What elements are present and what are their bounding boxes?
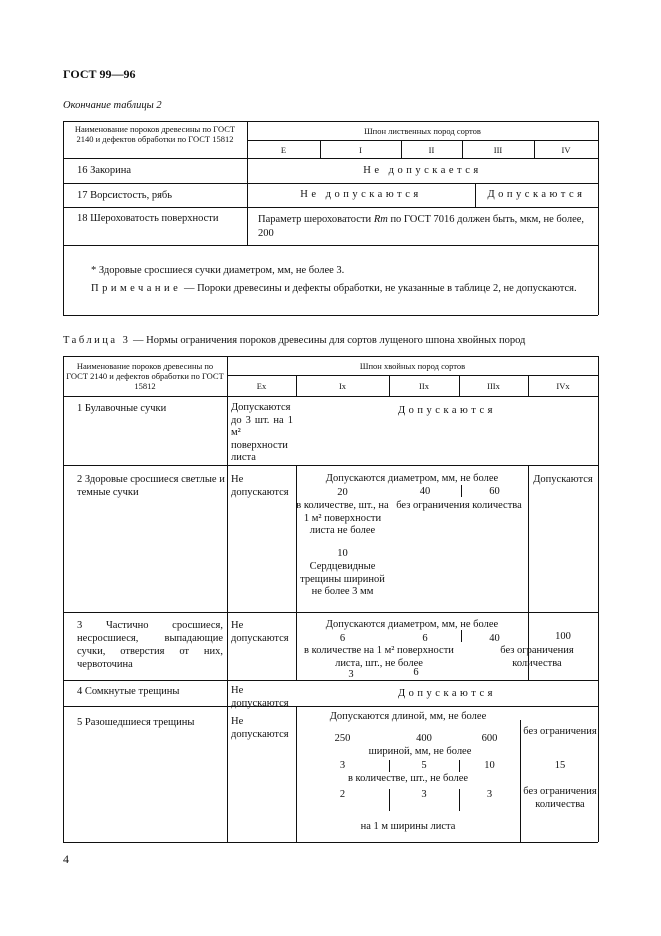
table3-row5-ex: Не допускаются bbox=[231, 716, 289, 740]
page-number: 4 bbox=[63, 852, 69, 866]
table3-row5-qty-ivx: без ограничения количества bbox=[523, 786, 597, 810]
table3-row5-length-ix: 250 bbox=[334, 733, 351, 744]
table3-row5-length-ivx: без ограничения bbox=[523, 726, 597, 737]
table2-row16-value: Не допускается bbox=[363, 165, 482, 176]
table3-row1-rest: Допускаются bbox=[398, 405, 496, 416]
table3-row3-ix-qty: 3 bbox=[348, 669, 354, 680]
table3-row3-span-head: Допускаются диаметром, мм, не более bbox=[325, 619, 499, 630]
table3-grade-ix: Ix bbox=[338, 381, 347, 391]
table3-row1-name: 1 Булавочные сучки bbox=[77, 403, 167, 414]
table3-row5-qty-ix: 2 bbox=[339, 789, 346, 800]
table3-row2-ex: Не допускаются bbox=[231, 474, 289, 498]
table3-row1-ex: Допускаются до 3 шт. на 1 м² поверхности листа bbox=[231, 402, 293, 463]
table2-row17-value-right: Допускаются bbox=[487, 189, 586, 200]
table3-row3-iix-value: 6 bbox=[422, 633, 428, 644]
table3-header-defect-name: Наименование пороков древесины по ГОСТ 2140 и дефектов обработки по ГОСТ 15812 bbox=[66, 361, 224, 391]
table3-row5-width-ix: 3 bbox=[339, 760, 346, 771]
table2-row18-name: 18 Шероховатость поверхности bbox=[77, 213, 219, 224]
table3-row3-ix-value: 6 bbox=[339, 633, 346, 644]
table3-row5-per-width: на 1 м ширины листа bbox=[360, 821, 456, 832]
table3-row5-qty-iiix: 3 bbox=[486, 789, 493, 800]
table2-row17-value-left: Не допускаются bbox=[300, 189, 422, 200]
table3-row3-name: 3 Частично сросшиеся, несросшиеся, выпадающие сучки, отверстия от них, червоточина bbox=[77, 620, 223, 670]
table3-row2-iiix-value: 60 bbox=[489, 486, 500, 497]
table2-header-defect-name: Наименование пороков древесины по ГОСТ 2140 и дефектов обработки по ГОСТ 15812 bbox=[74, 124, 236, 144]
table2-note: Примечание — Пороки древесины и дефекты обработки, не указанные в таблице 2, не допускаются. bbox=[91, 283, 577, 294]
table3-row2-iix-value: 40 bbox=[419, 486, 431, 497]
table3-row3-iiix-value: 40 bbox=[489, 633, 500, 644]
table3-row5-width-head: шириной, мм, не более bbox=[368, 746, 472, 757]
table3-row5-qty-iix: 3 bbox=[421, 789, 427, 800]
table3-row4-rest: Допускаются bbox=[398, 688, 496, 699]
table3-grade-iiix: IIIx bbox=[487, 381, 500, 391]
table3-header-group: Шпон хвойных пород сортов bbox=[359, 361, 466, 371]
table3-row2-ix-text2: Сердцевидные трещины шириной не более 3 мм bbox=[300, 561, 385, 597]
table3-row5-width-ivx: 15 bbox=[554, 760, 566, 771]
table3-row3-qty-text: в количестве на 1 м² поверхности листа, шт., не более bbox=[304, 645, 454, 669]
table2-row17-name: 17 Ворсистость, рябь bbox=[77, 190, 173, 201]
table-continuation-label: Окончание таблицы 2 bbox=[63, 100, 162, 111]
table3-row3-ex: Не допускаются bbox=[231, 620, 289, 644]
table2-row18-value: Параметр шероховатости Rm по ГОСТ 7016 должен быть, мкм, не более, 200 bbox=[258, 214, 585, 239]
table3-row3-no-limit: без ограничения количества bbox=[500, 645, 574, 669]
table3-row2-ix-value: 20 bbox=[337, 487, 348, 498]
table3-row2-ivx: Допускаются bbox=[533, 474, 593, 485]
table2-grade-ii: II bbox=[428, 145, 435, 155]
table2-grade-iii: III bbox=[493, 145, 503, 155]
table3-row2-name: 2 Здоровые сросшиеся светлые и темные сучки bbox=[77, 474, 225, 498]
table3-grade-ivx: IVx bbox=[556, 381, 570, 391]
table3-row3-iix-qty: 6 bbox=[413, 667, 419, 678]
table3-grade-iix: IIx bbox=[419, 381, 429, 391]
table3-row2-ix-text: в количестве, шт., на 1 м² поверхности листа не более bbox=[296, 500, 389, 536]
table2-grade-iv: IV bbox=[561, 145, 571, 155]
table3-caption: Таблица 3 — Нормы ограничения пороков древесины для сортов лущеного шпона хвойных пород bbox=[63, 335, 526, 346]
table3-row5-width-iix: 5 bbox=[421, 760, 427, 771]
table2-row16-name: 16 Закорина bbox=[77, 165, 132, 176]
table3-row5-length-iiix: 600 bbox=[481, 733, 498, 744]
table2-header-group: Шпон лиственных пород сортов bbox=[364, 126, 481, 136]
table3-row5-width-iiix: 10 bbox=[484, 760, 495, 771]
table3-row2-span-head: Допускаются диаметром, мм, не более bbox=[325, 473, 499, 484]
table3-grade-ex: Ex bbox=[256, 381, 267, 391]
document-title: ГОСТ 99—96 bbox=[63, 67, 136, 81]
table2-grade-i: I bbox=[359, 145, 362, 155]
table3-row2-iix-iiix-text: без ограничения количества bbox=[396, 500, 522, 511]
table3-row2-ix-value2: 10 bbox=[337, 548, 348, 559]
table3-row5-qty-head: в количестве, шт., не более bbox=[347, 773, 469, 784]
table3-row5-length-head: Допускаются длиной, мм, не более bbox=[329, 711, 487, 722]
table3-row4-name: 4 Сомкнутые трещины bbox=[77, 686, 180, 697]
table3-row5-name: 5 Разошедшиеся трещины bbox=[77, 717, 195, 728]
table2-footnote: * Здоровые сросшиеся сучки диаметром, мм, не более 3. bbox=[91, 265, 345, 276]
table3-row5-length-iix: 400 bbox=[416, 733, 432, 744]
table3-row4-ex: Не допускаются bbox=[231, 685, 289, 709]
table2-grade-e: E bbox=[280, 145, 287, 155]
table3-row3-ivx-value: 100 bbox=[555, 631, 571, 642]
